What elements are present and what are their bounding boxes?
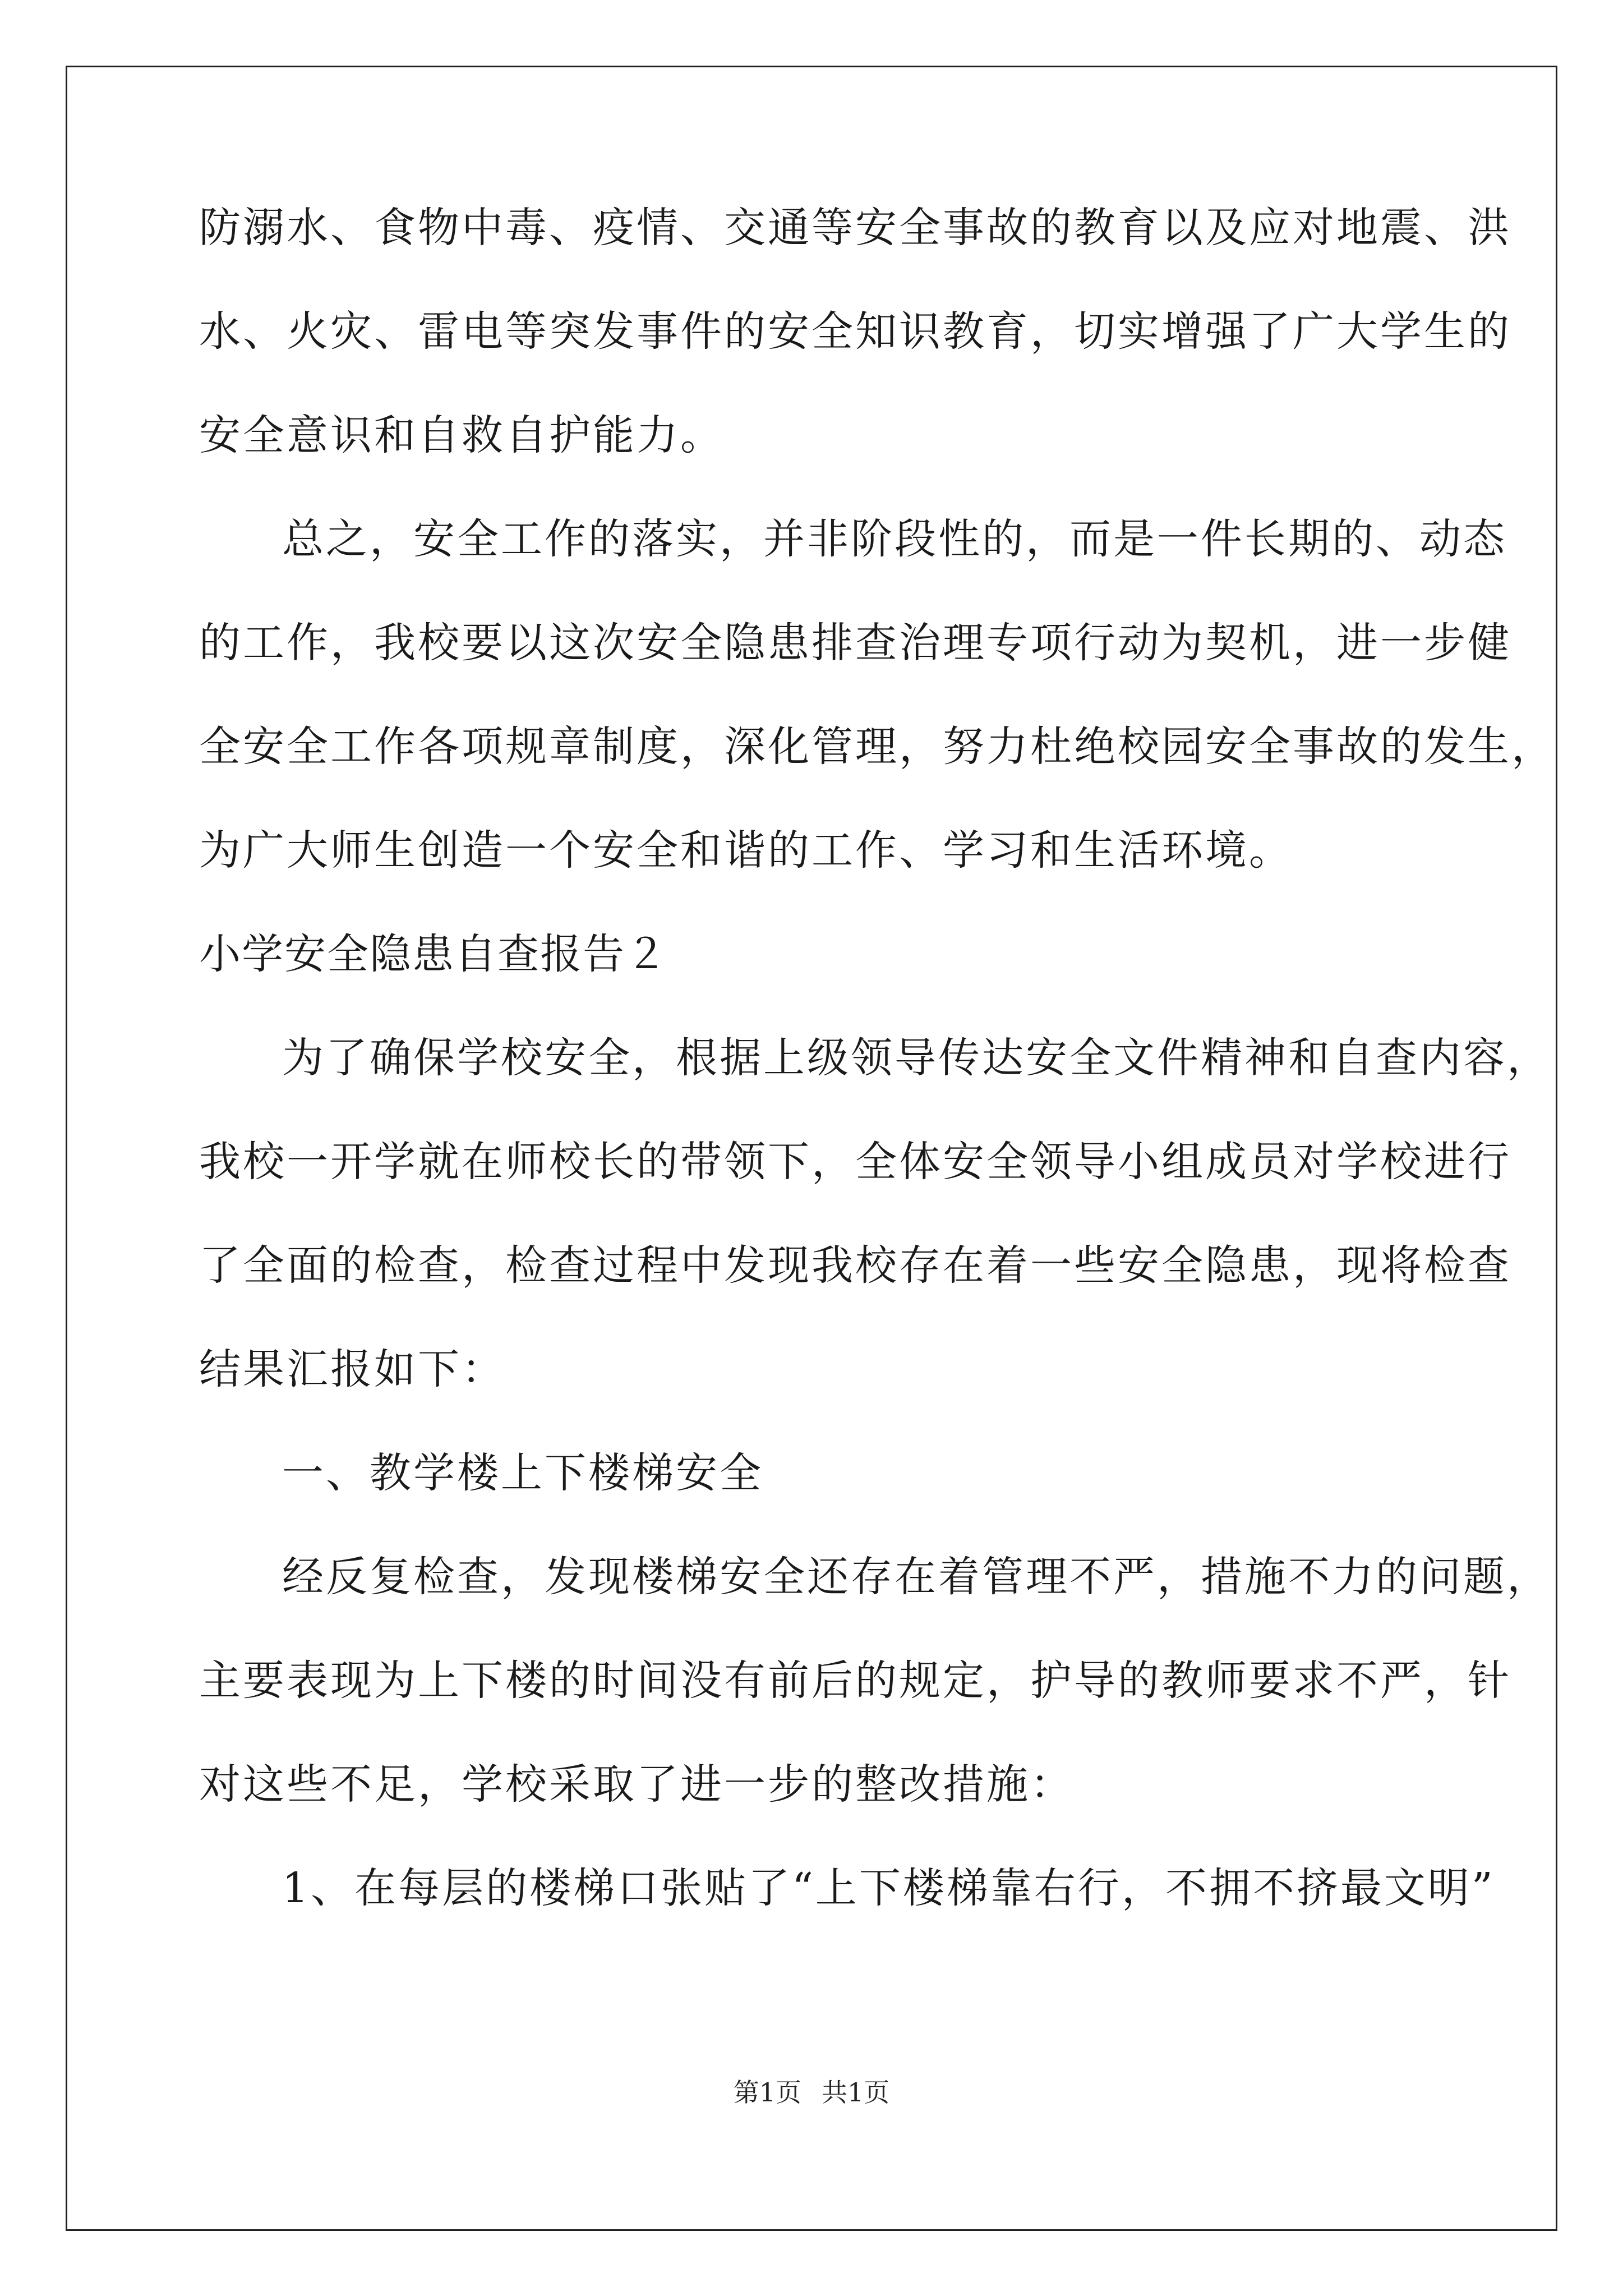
body-line: 对这些不足，学校采取了进一步的整改措施： (199, 1760, 1074, 1809)
paragraph-first-line: 经反复检查，发现楼梯安全还存在着管理不严，措施不力的问题， (282, 1553, 1551, 1601)
body-line: 了全面的检查，检查过程中发现我校存在着一些安全隐患，现将检查 (199, 1241, 1511, 1290)
subsection-heading: 一、教学楼上下楼梯安全 (282, 1449, 763, 1497)
paragraph-first-line: 为了确保学校安全，根据上级领导传达安全文件精神和自查内容， (282, 1034, 1551, 1082)
body-line: 防溺水、食物中毒、疫情、交通等安全事故的教育以及应对地震、洪 (199, 204, 1511, 252)
section-title: 小学安全隐患自查报告２ (199, 930, 668, 978)
page-total: 共1页 (822, 2077, 890, 2108)
body-line: 全安全工作各项规章制度，深化管理，努力杜绝校园安全事故的发生， (199, 723, 1555, 771)
body-line: 为广大师生创造一个安全和谐的工作、学习和生活环境。 (199, 826, 1293, 875)
page-footer (0, 2076, 1623, 2109)
document-body (199, 202, 1555, 1966)
list-item: 1、在每层的楼梯口张贴了“上下楼梯靠右行，不拥不挤最文明” (282, 1864, 1495, 1912)
body-line: 我校一开学就在师校长的带领下，全体安全领导小组成员对学校进行 (199, 1138, 1511, 1186)
body-line: 主要表现为上下楼的时间没有前后的规定，护导的教师要求不严，针 (199, 1657, 1511, 1705)
body-line: 的工作，我校要以这次安全隐患排查治理专项行动为契机，进一步健 (199, 619, 1511, 667)
page-number: 第1页 (733, 2077, 801, 2108)
body-line: 水、火灾、雷电等突发事件的安全知识教育，切实增强了广大学生的 (199, 307, 1511, 356)
paragraph-first-line: 总之，安全工作的落实，并非阶段性的，而是一件长期的、动态 (282, 515, 1507, 563)
body-line: 安全意识和自救自护能力。 (199, 411, 724, 459)
body-line: 结果汇报如下： (199, 1345, 505, 1393)
